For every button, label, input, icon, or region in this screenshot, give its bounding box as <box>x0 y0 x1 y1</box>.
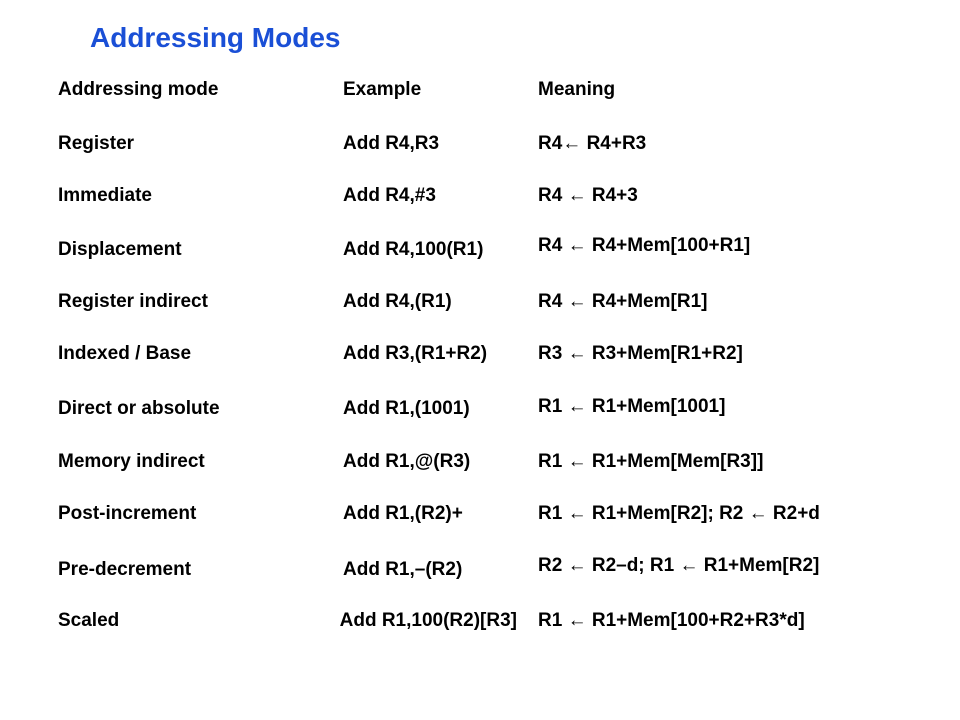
row-displacement-example: Add R4,100(R1) <box>343 239 484 260</box>
row-direct-absolute-meaning: R1 ← R1+Mem[1001] <box>538 396 726 417</box>
row-indexed-base-example: Add R3,(R1+R2) <box>343 343 488 364</box>
row-post-increment-mode: Post-increment <box>58 503 197 524</box>
row-displacement-mode: Displacement <box>58 239 182 260</box>
row-scaled-meaning: R1 ← R1+Mem[100+R2+R3*d] <box>538 610 805 631</box>
row-pre-decrement-example: Add R1,–(R2) <box>343 559 463 580</box>
row-register-indirect-meaning: R4 ← R4+Mem[R1] <box>538 291 708 312</box>
row-indexed-base-meaning: R3 ← R3+Mem[R1+R2] <box>538 343 743 364</box>
row-register-example: Add R4,R3 <box>343 133 440 154</box>
header-example: Example <box>343 79 422 100</box>
row-immediate-mode: Immediate <box>58 185 152 206</box>
row-register-meaning: R4← R4+R3 <box>538 133 647 154</box>
row-memory-indirect-meaning: R1 ← R1+Mem[Mem[R3]] <box>538 451 764 472</box>
row-direct-absolute-mode: Direct or absolute <box>58 398 220 419</box>
row-post-increment-meaning: R1 ← R1+Mem[R2]; R2 ← R2+d <box>538 503 820 524</box>
row-direct-absolute-example: Add R1,(1001) <box>343 398 470 419</box>
row-scaled-mode: Scaled <box>58 610 120 631</box>
row-register-mode: Register <box>58 133 135 154</box>
row-memory-indirect-mode: Memory indirect <box>58 451 205 472</box>
row-scaled-example: Add R1,100(R2)[R3] <box>339 610 517 631</box>
row-immediate-example: Add R4,#3 <box>343 185 436 206</box>
row-indexed-base-mode: Indexed / Base <box>58 343 192 364</box>
row-register-indirect-example: Add R4,(R1) <box>343 291 452 312</box>
row-displacement-meaning: R4 ← R4+Mem[100+R1] <box>538 235 751 256</box>
row-pre-decrement-meaning: R2 ← R2–d; R1 ← R1+Mem[R2] <box>538 555 820 576</box>
row-register-indirect-mode: Register indirect <box>58 291 208 312</box>
row-memory-indirect-example: Add R1,@(R3) <box>343 451 471 472</box>
row-post-increment-example: Add R1,(R2)+ <box>343 503 463 524</box>
row-pre-decrement-mode: Pre-decrement <box>58 559 192 580</box>
row-immediate-meaning: R4 ← R4+3 <box>538 185 638 206</box>
header-addressing-mode: Addressing mode <box>58 79 219 100</box>
header-meaning: Meaning <box>538 79 616 100</box>
page-title: Addressing Modes <box>90 22 341 53</box>
